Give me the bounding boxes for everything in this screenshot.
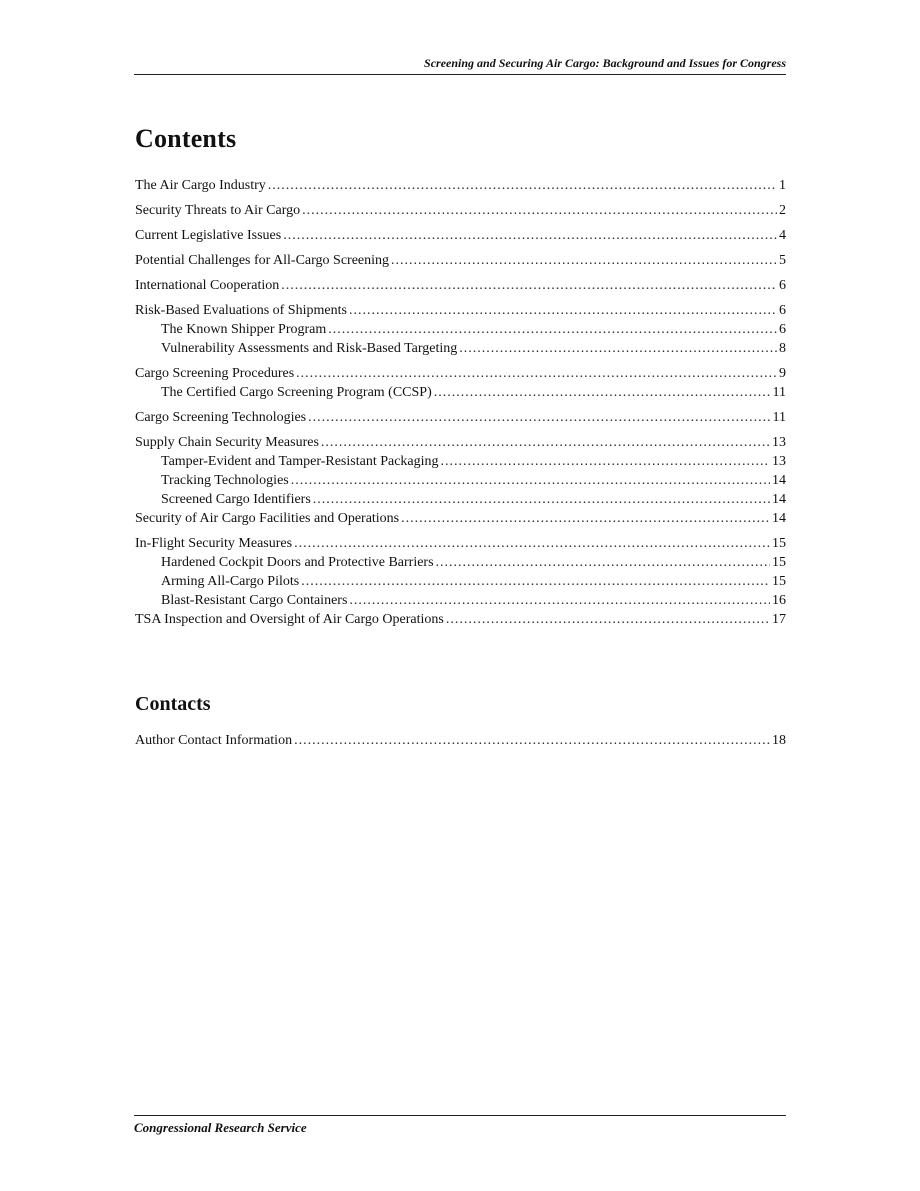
toc-entry-label: Author Contact Information	[135, 733, 293, 748]
toc-entry[interactable]	[135, 276, 786, 295]
dot-leader	[441, 452, 770, 471]
toc-entry-page: 15	[772, 574, 786, 589]
dot-leader	[283, 226, 777, 245]
dot-leader	[328, 320, 777, 339]
dot-leader	[349, 301, 777, 320]
dot-leader	[294, 534, 770, 553]
page-footer: Congressional Research Service	[134, 1115, 786, 1136]
toc-entry-page: 13	[772, 454, 786, 469]
toc-entry-page: 9	[779, 366, 786, 381]
dot-leader	[446, 610, 770, 629]
dot-leader	[436, 553, 770, 572]
toc-entry[interactable]	[135, 610, 786, 629]
toc-entry-page: 15	[772, 555, 786, 570]
toc-entry-page: 18	[772, 733, 786, 748]
contacts-list	[135, 731, 786, 750]
toc-subentry[interactable]	[135, 490, 786, 509]
toc-subentry[interactable]	[135, 320, 786, 339]
toc-entry-label: Supply Chain Security Measures	[135, 435, 319, 450]
dot-leader	[391, 251, 777, 270]
toc-entry-page: 1	[779, 178, 786, 193]
toc-entry[interactable]	[135, 251, 786, 270]
dot-leader	[296, 364, 777, 383]
toc-entry-page: 15	[772, 536, 786, 551]
toc-entry-page: 14	[772, 473, 786, 488]
toc-entry-label: Blast-Resistant Cargo Containers	[161, 593, 348, 608]
toc-entry-label: Tamper-Evident and Tamper-Resistant Packaging	[161, 454, 439, 469]
dot-leader	[268, 176, 777, 195]
toc-entry-label: International Cooperation	[135, 278, 280, 293]
toc-entry-label: Security of Air Cargo Facilities and Operations	[135, 511, 400, 526]
toc-entry-page: 4	[779, 228, 786, 243]
toc-subentry[interactable]	[135, 383, 786, 402]
toc-entry[interactable]	[135, 433, 786, 452]
toc-entry[interactable]	[135, 408, 786, 427]
dot-leader	[294, 731, 770, 750]
running-header: Screening and Securing Air Cargo: Background and Issues for Congress	[134, 56, 786, 75]
toc-entry[interactable]	[135, 509, 786, 528]
toc-entry-label: Hardened Cockpit Doors and Protective Barriers	[161, 555, 434, 570]
dot-leader	[281, 276, 777, 295]
toc-entry-label: The Air Cargo Industry	[135, 178, 266, 193]
dot-leader	[301, 572, 770, 591]
toc-entry-label: Vulnerability Assessments and Risk-Based Targeting	[161, 341, 458, 356]
toc-entry-label: The Known Shipper Program	[161, 322, 327, 337]
toc-entry-label: Cargo Screening Technologies	[135, 410, 307, 425]
toc-entry-label: Arming All-Cargo Pilots	[161, 574, 300, 589]
table-of-contents	[135, 176, 786, 629]
toc-entry-label: Tracking Technologies	[161, 473, 289, 488]
toc-entry-page: 11	[772, 385, 786, 400]
toc-entry[interactable]	[135, 301, 786, 320]
toc-entry[interactable]	[135, 201, 786, 220]
toc-entry-page: 6	[779, 303, 786, 318]
toc-entry-label: Screened Cargo Identifiers	[161, 492, 311, 507]
toc-subentry[interactable]	[135, 591, 786, 610]
dot-leader	[321, 433, 770, 452]
toc-entry-page: 2	[779, 203, 786, 218]
dot-leader	[308, 408, 770, 427]
toc-entry[interactable]	[135, 731, 786, 750]
toc-entry[interactable]	[135, 176, 786, 195]
toc-entry-label: Cargo Screening Procedures	[135, 366, 295, 381]
contacts-heading: Contacts	[135, 693, 211, 715]
toc-entry-page: 16	[772, 593, 786, 608]
toc-entry[interactable]	[135, 226, 786, 245]
dot-leader	[291, 471, 770, 490]
dot-leader	[401, 509, 770, 528]
toc-entry-page: 17	[772, 612, 786, 627]
toc-subentry[interactable]	[135, 452, 786, 471]
toc-subentry[interactable]	[135, 572, 786, 591]
dot-leader	[302, 201, 777, 220]
toc-entry-page: 6	[779, 322, 786, 337]
toc-entry-page: 6	[779, 278, 786, 293]
toc-entry-page: 11	[772, 410, 786, 425]
toc-entry-label: Current Legislative Issues	[135, 228, 282, 243]
toc-entry-label: In-Flight Security Measures	[135, 536, 293, 551]
toc-entry-label: Security Threats to Air Cargo	[135, 203, 301, 218]
dot-leader	[459, 339, 777, 358]
toc-subentry[interactable]	[135, 553, 786, 572]
dot-leader	[349, 591, 770, 610]
toc-subentry[interactable]	[135, 339, 786, 358]
toc-entry-label: TSA Inspection and Oversight of Air Cargo Operations	[135, 612, 444, 627]
toc-entry-page: 13	[772, 435, 786, 450]
toc-entry[interactable]	[135, 534, 786, 553]
toc-entry[interactable]	[135, 364, 786, 383]
toc-entry-page: 14	[772, 511, 786, 526]
dot-leader	[434, 383, 771, 402]
toc-entry-page: 8	[779, 341, 786, 356]
toc-subentry[interactable]	[135, 471, 786, 490]
toc-entry-page: 14	[772, 492, 786, 507]
toc-entry-label: Risk-Based Evaluations of Shipments	[135, 303, 347, 318]
contents-heading: Contents	[135, 124, 237, 153]
dot-leader	[313, 490, 770, 509]
toc-entry-label: Potential Challenges for All-Cargo Screening	[135, 253, 390, 268]
toc-entry-page: 5	[779, 253, 786, 268]
toc-entry-label: The Certified Cargo Screening Program (CCSP)	[161, 385, 432, 400]
